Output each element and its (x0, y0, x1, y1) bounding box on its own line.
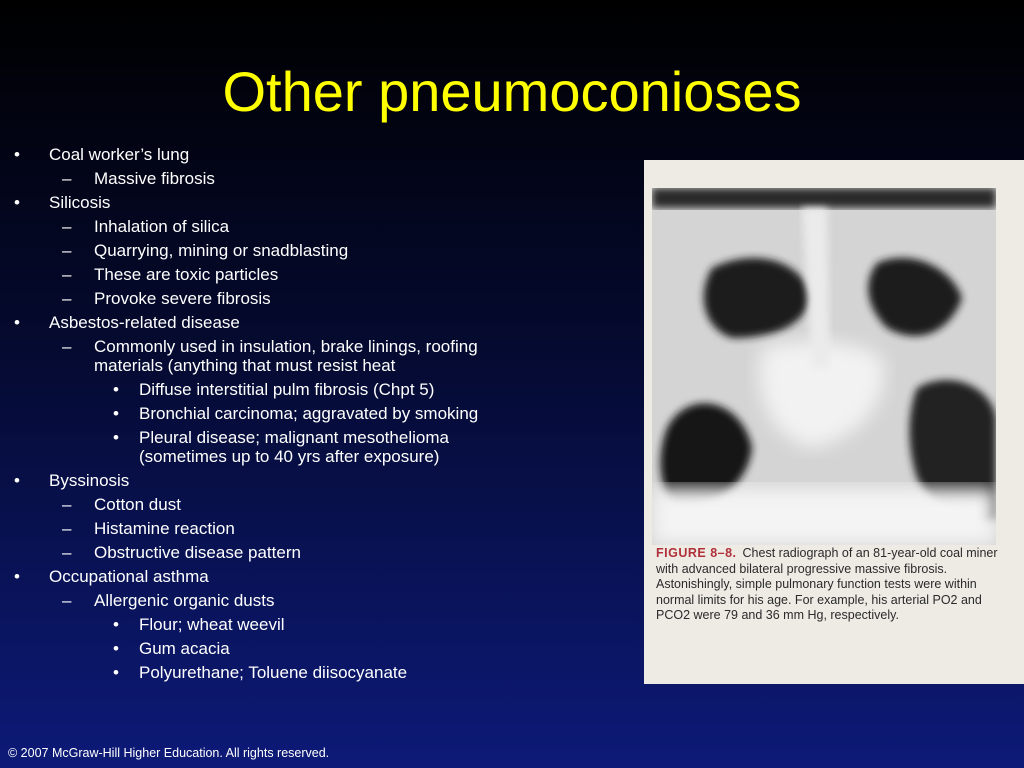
bullet-item-level-3 (0, 428, 520, 466)
bullet-marker: • (113, 615, 119, 634)
bullet-text: Provoke severe fibrosis (94, 289, 271, 308)
figure-caption (656, 546, 1006, 624)
slide-title: Other pneumoconioses (222, 60, 802, 123)
bullet-marker: • (14, 193, 20, 212)
bullet-item-level-2 (0, 241, 520, 260)
bullet-text: Occupational asthma (49, 567, 209, 586)
bullet-text: Pleural disease; malignant mesothelioma (sometimes up to 40 yrs after exposure) (139, 428, 449, 466)
bullet-text: Massive fibrosis (94, 169, 215, 188)
bullet-item-level-1 (0, 145, 520, 164)
bullet-marker: – (62, 265, 72, 284)
bullet-item-level-2 (0, 591, 520, 610)
bullet-text: Byssinosis (49, 471, 130, 490)
bullet-text: Coal worker’s lung (49, 145, 190, 164)
bullet-marker: • (14, 567, 20, 586)
bullet-text: Histamine reaction (94, 519, 235, 538)
bullet-item-level-3 (0, 615, 520, 634)
bullet-item-level-2 (0, 519, 520, 538)
bullet-item-level-1 (0, 193, 520, 212)
bullet-text: Bronchial carcinoma; aggravated by smoking (139, 404, 479, 423)
bullet-list (0, 145, 520, 687)
bullet-marker: – (62, 241, 72, 260)
bullet-item-level-1 (0, 471, 520, 490)
bullet-text: Commonly used in insulation, brake linings, roofing materials (anything that must resist heat (94, 337, 478, 375)
bullet-marker: – (62, 289, 72, 308)
bullet-marker: • (14, 145, 20, 164)
bullet-item-level-2 (0, 265, 520, 284)
bullet-marker: • (113, 428, 119, 447)
figure-caption-text: Chest radiograph of an 81-year-old coal miner with advanced bilateral progressive massive fibrosis. Astonishingly, simple pulmonary function tests were within normal limits for his age. For example, his arterial PO2 and PCO2 were 79 and 36 mm Hg, respectively. (656, 546, 998, 622)
bullet-item-level-2 (0, 543, 520, 562)
bullet-marker: • (14, 471, 20, 490)
bullet-marker: • (14, 313, 20, 332)
bullet-text: Silicosis (49, 193, 111, 212)
bullet-text: Obstructive disease pattern (94, 543, 301, 562)
bullet-text: Cotton dust (94, 495, 181, 514)
bullet-marker: – (62, 337, 72, 356)
bullet-marker: – (62, 543, 72, 562)
bullet-text: Quarrying, mining or snadblasting (94, 241, 349, 260)
bullet-item-level-3 (0, 639, 520, 658)
bullet-marker: – (62, 217, 72, 236)
bullet-item-level-2 (0, 495, 520, 514)
bullet-item-level-2 (0, 169, 520, 188)
bullet-item-level-1 (0, 567, 520, 586)
bullet-text: Allergenic organic dusts (94, 591, 275, 610)
bullet-item-level-3 (0, 380, 520, 399)
bullet-text: Gum acacia (139, 639, 230, 658)
copyright-footer: © 2007 McGraw-Hill Higher Education. All rights reserved. (8, 746, 330, 760)
bullet-text: These are toxic particles (94, 265, 279, 284)
chest-radiograph-figure (644, 160, 1024, 684)
bullet-marker: – (62, 519, 72, 538)
bullet-marker: • (113, 639, 119, 658)
bullet-item-level-2 (0, 337, 520, 375)
bullet-marker: • (113, 380, 119, 399)
bullet-item-level-2 (0, 289, 520, 308)
bullet-marker: • (113, 404, 119, 423)
bullet-item-level-3 (0, 663, 520, 682)
bullet-item-level-1 (0, 313, 520, 332)
bullet-marker: – (62, 495, 72, 514)
figure-label: FIGURE 8–8. (656, 546, 737, 560)
bullet-text: Diffuse interstitial pulm fibrosis (Chpt 5) (139, 380, 435, 399)
bullet-item-level-3 (0, 404, 520, 423)
bullet-marker: – (62, 169, 72, 188)
chest-radiograph-image (652, 188, 996, 545)
bullet-item-level-2 (0, 217, 520, 236)
bullet-marker: – (62, 591, 72, 610)
bullet-text: Polyurethane; Toluene diisocyanate (139, 663, 408, 682)
bullet-text: Asbestos-related disease (49, 313, 240, 332)
bullet-text: Flour; wheat weevil (139, 615, 285, 634)
bullet-marker: • (113, 663, 119, 682)
bullet-text: Inhalation of silica (94, 217, 230, 236)
